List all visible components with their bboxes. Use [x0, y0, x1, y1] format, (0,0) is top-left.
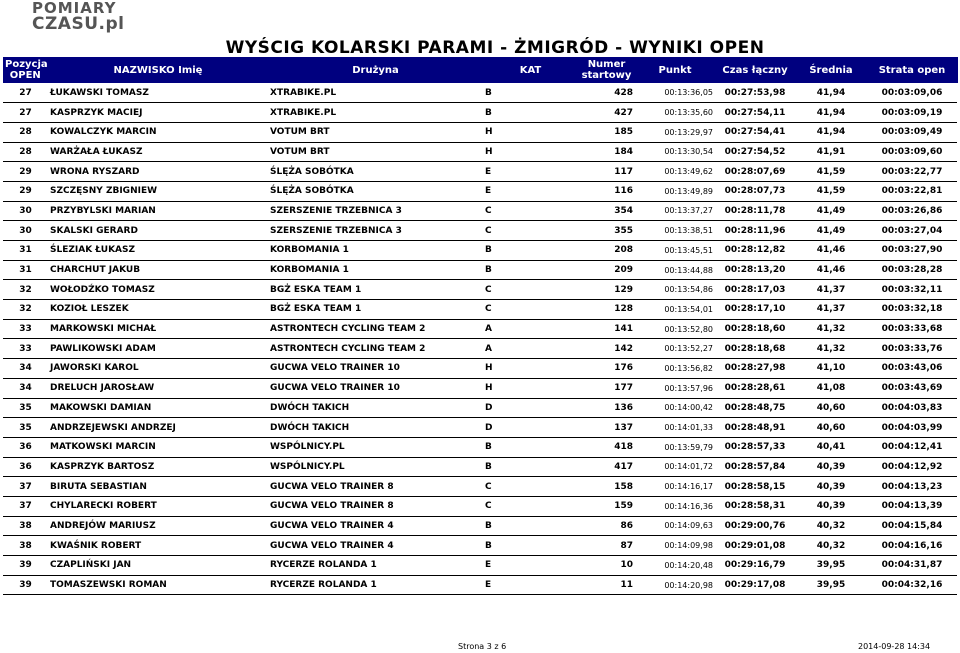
cell-nazwisko: WRONA RYSZARD — [50, 166, 140, 177]
cell-punkt: 00:13:54,86 — [664, 285, 713, 295]
cell-czas: 00:28:57,84 — [715, 457, 795, 477]
cell-druzyna: GUCWA VELO TRAINER 4 — [268, 536, 483, 556]
cell-pozycja: 27 — [3, 103, 48, 123]
cell-czas: 00:29:00,76 — [724, 520, 786, 531]
cell-pozycja: 38 — [19, 520, 32, 531]
cell-numer: 116 — [578, 181, 635, 201]
cell-strata: 00:03:09,19 — [867, 103, 957, 123]
cell-srednia: 41,32 — [795, 339, 867, 359]
cell-czas: 00:29:01,08 — [715, 536, 795, 556]
cell-pozycja: 33 — [3, 339, 48, 359]
cell-numer: 129 — [614, 284, 633, 295]
cell-kat: C — [483, 221, 578, 241]
table-row — [3, 122, 957, 142]
cell-nazwisko: KASPRZYK MACIEJ — [48, 103, 268, 123]
cell-druzyna: WSPÓLNICY.PL — [268, 457, 483, 477]
cell-nazwisko: KOWALCZYK MARCIN — [50, 127, 157, 138]
cell-srednia: 40,60 — [795, 418, 867, 438]
cell-srednia: 40,60 — [816, 402, 846, 413]
cell-strata: 00:03:09,49 — [881, 127, 943, 138]
cell-strata: 00:03:26,86 — [881, 205, 943, 216]
logo-line1: POMIARY — [32, 0, 117, 17]
cell-druzyna: RYCERZE ROLANDA 1 — [268, 575, 483, 595]
cell-punkt: 00:13:29,97 — [664, 127, 713, 137]
cell-punkt: 00:13:35,60 — [635, 103, 715, 123]
cell-strata: 00:03:33,76 — [867, 339, 957, 359]
cell-czas: 00:28:58,31 — [715, 496, 795, 516]
cell-srednia: 41,32 — [816, 324, 846, 335]
cell-druzyna: KORBOMANIA 1 — [268, 260, 483, 280]
cell-kat: E — [485, 166, 492, 177]
cell-punkt: 00:14:01,33 — [635, 418, 715, 438]
cell-numer: 117 — [614, 166, 633, 177]
cell-kat: B — [485, 87, 492, 98]
cell-nazwisko: KOZIOŁ LESZEK — [48, 300, 268, 320]
cell-druzyna: GUCWA VELO TRAINER 10 — [268, 378, 483, 398]
cell-czas: 00:28:13,20 — [715, 260, 795, 280]
cell-strata: 00:04:16,16 — [867, 536, 957, 556]
cell-punkt: 00:13:52,27 — [635, 339, 715, 359]
cell-pozycja: 39 — [3, 575, 48, 595]
cell-nazwisko: TOMASZEWSKI ROMAN — [48, 575, 268, 595]
table-row — [3, 280, 957, 300]
results-body — [3, 83, 957, 595]
cell-strata: 00:04:13,23 — [881, 481, 943, 492]
cell-pozycja: 32 — [3, 300, 48, 320]
cell-srednia: 41,37 — [816, 284, 846, 295]
cell-numer: 417 — [578, 457, 635, 477]
cell-druzyna: DWÓCH TAKICH — [268, 418, 483, 438]
table-row — [3, 319, 957, 339]
cell-druzyna: SZERSZENIE TRZEBNICA 3 — [268, 221, 483, 241]
cell-druzyna: GUCWA VELO TRAINER 8 — [268, 496, 483, 516]
cell-strata: 00:03:27,90 — [881, 245, 943, 256]
cell-pozycja: 35 — [19, 402, 32, 413]
cell-srednia: 39,95 — [795, 575, 867, 595]
cell-czas: 00:28:07,69 — [724, 166, 786, 177]
cell-kat: B — [483, 536, 578, 556]
cell-srednia: 41,08 — [795, 378, 867, 398]
cell-strata: 00:04:13,39 — [867, 496, 957, 516]
cell-punkt: 00:13:59,79 — [664, 442, 713, 452]
cell-kat: C — [483, 496, 578, 516]
cell-kat: B — [483, 457, 578, 477]
cell-pozycja: 27 — [19, 87, 32, 98]
cell-pozycja: 34 — [19, 363, 32, 374]
cell-strata: 00:03:09,60 — [867, 142, 957, 162]
table-row — [3, 142, 957, 162]
cell-punkt: 00:13:45,51 — [664, 245, 713, 255]
cell-pozycja: 29 — [19, 166, 32, 177]
cell-srednia: 41,46 — [795, 260, 867, 280]
cell-czas: 00:28:12,82 — [724, 245, 786, 256]
cell-kat: B — [485, 442, 492, 453]
cell-druzyna: GUCWA VELO TRAINER 8 — [270, 481, 394, 492]
cell-nazwisko: MAKOWSKI DAMIAN — [50, 402, 152, 413]
cell-kat: E — [485, 560, 492, 571]
cell-druzyna: RYCERZE ROLANDA 1 — [270, 560, 377, 571]
cell-strata: 00:03:09,06 — [881, 87, 943, 98]
cell-kat: H — [483, 378, 578, 398]
table-row — [3, 378, 957, 398]
cell-kat: C — [485, 205, 492, 216]
cell-kat: E — [483, 181, 578, 201]
header-punkt: Punkt — [635, 57, 715, 83]
cell-czas: 00:28:48,91 — [715, 418, 795, 438]
cell-pozycja: 34 — [3, 378, 48, 398]
cell-punkt: 00:13:56,82 — [664, 363, 713, 373]
cell-druzyna: XTRABIKE.PL — [270, 87, 337, 98]
cell-nazwisko: PAWLIKOWSKI ADAM — [48, 339, 268, 359]
header-row — [3, 57, 957, 83]
cell-numer: 87 — [578, 536, 635, 556]
cell-pozycja: 28 — [19, 127, 32, 138]
cell-strata: 00:03:43,69 — [867, 378, 957, 398]
cell-srednia: 41,49 — [795, 221, 867, 241]
cell-nazwisko: PRZYBYLSKI MARIAN — [50, 205, 156, 216]
cell-numer: 128 — [578, 300, 635, 320]
header-srednia: Średnia — [795, 57, 867, 83]
cell-pozycja: 31 — [3, 260, 48, 280]
cell-kat: D — [483, 418, 578, 438]
cell-strata: 00:03:22,81 — [867, 181, 957, 201]
header-pozycja: Pozycja OPEN — [5, 59, 48, 81]
cell-kat: D — [485, 402, 493, 413]
cell-czas: 00:27:54,11 — [715, 103, 795, 123]
cell-druzyna: BGŻ ESKA TEAM 1 — [268, 300, 483, 320]
cell-nazwisko: WARŻAŁA ŁUKASZ — [48, 142, 268, 162]
cell-strata: 00:04:12,41 — [881, 442, 943, 453]
cell-druzyna: WSPÓLNICY.PL — [270, 442, 345, 453]
cell-punkt: 00:14:01,72 — [635, 457, 715, 477]
table-row — [3, 300, 957, 320]
cell-nazwisko: CZAPLIŃSKI JAN — [50, 560, 132, 571]
cell-punkt: 00:13:37,27 — [664, 206, 713, 216]
cell-nazwisko: ANDREJÓW MARIUSZ — [50, 520, 156, 531]
cell-srednia: 41,49 — [816, 205, 846, 216]
cell-srednia: 41,37 — [795, 300, 867, 320]
cell-punkt: 00:14:09,63 — [664, 521, 713, 531]
cell-srednia: 40,41 — [816, 442, 846, 453]
cell-druzyna: DWÓCH TAKICH — [270, 402, 350, 413]
footer-page-number: Strona 3 z 6 — [458, 642, 507, 651]
cell-strata: 00:04:31,87 — [881, 560, 943, 571]
cell-punkt: 00:13:52,80 — [664, 324, 713, 334]
cell-pozycja: 30 — [19, 205, 32, 216]
cell-punkt: 00:13:57,96 — [635, 378, 715, 398]
cell-druzyna: KORBOMANIA 1 — [270, 245, 349, 256]
cell-numer: 185 — [614, 127, 633, 138]
cell-czas: 00:28:48,75 — [724, 402, 786, 413]
cell-kat: H — [485, 127, 493, 138]
cell-druzyna: VOTUM BRT — [270, 127, 330, 138]
table-row — [3, 181, 957, 201]
cell-srednia: 41,10 — [816, 363, 846, 374]
cell-czas: 00:29:16,79 — [724, 560, 786, 571]
cell-nazwisko: SKALSKI GERARD — [48, 221, 268, 241]
cell-nazwisko: ANDRZEJEWSKI ANDRZEJ — [48, 418, 268, 438]
header-numer: Numer startowy — [578, 57, 635, 83]
cell-nazwisko: KASPRZYK BARTOSZ — [48, 457, 268, 477]
cell-numer: 10 — [620, 560, 633, 571]
cell-nazwisko: ŁUKAWSKI TOMASZ — [50, 87, 149, 98]
cell-pozycja: 29 — [3, 181, 48, 201]
footer-date: 2014-09-28 14:34 — [858, 642, 931, 651]
results-table — [3, 57, 958, 595]
cell-druzyna: ŚLĘŻA SOBÓTKA — [270, 166, 354, 177]
cell-srednia: 40,32 — [795, 536, 867, 556]
cell-strata: 00:03:28,28 — [867, 260, 957, 280]
cell-druzyna: GUCWA VELO TRAINER 4 — [270, 520, 394, 531]
header-nazwisko: NAZWISKO Imię — [48, 57, 268, 83]
cell-punkt: 00:13:30,54 — [635, 142, 715, 162]
table-row — [3, 457, 957, 477]
cell-nazwisko: WOŁODŹKO TOMASZ — [50, 284, 155, 295]
cell-strata: 00:03:43,06 — [881, 363, 943, 374]
cell-pozycja: 36 — [19, 442, 32, 453]
cell-pozycja: 35 — [3, 418, 48, 438]
header-strata: Strata open — [867, 57, 957, 83]
cell-nazwisko: SZCZĘSNY ZBIGNIEW — [48, 181, 268, 201]
cell-numer: 136 — [614, 402, 633, 413]
cell-nazwisko: CHYLARECKI ROBERT — [48, 496, 268, 516]
cell-czas: 00:27:54,52 — [715, 142, 795, 162]
logo — [32, 0, 125, 36]
cell-numer: 141 — [614, 324, 633, 335]
cell-strata: 00:04:03,83 — [881, 402, 943, 413]
cell-strata: 00:03:22,77 — [881, 166, 943, 177]
cell-kat: B — [485, 520, 492, 531]
cell-strata: 00:04:32,16 — [867, 575, 957, 595]
header-kat: KAT — [483, 57, 578, 83]
cell-numer: 137 — [578, 418, 635, 438]
cell-numer: 208 — [614, 245, 633, 256]
cell-strata: 00:03:27,04 — [867, 221, 957, 241]
cell-punkt: 00:14:16,36 — [635, 496, 715, 516]
cell-punkt: 00:13:49,89 — [635, 181, 715, 201]
cell-pozycja: 37 — [19, 481, 32, 492]
cell-srednia: 41,46 — [816, 245, 846, 256]
cell-srednia: 41,91 — [795, 142, 867, 162]
cell-numer: 86 — [620, 520, 633, 531]
cell-numer: 354 — [614, 205, 633, 216]
table-row — [3, 260, 957, 280]
cell-druzyna: SZERSZENIE TRZEBNICA 3 — [270, 205, 402, 216]
cell-nazwisko: CHARCHUT JAKUB — [48, 260, 268, 280]
cell-numer: 418 — [614, 442, 633, 453]
table-row — [3, 398, 957, 418]
cell-czas: 00:28:18,68 — [715, 339, 795, 359]
cell-strata: 00:04:12,92 — [867, 457, 957, 477]
cell-strata: 00:03:32,18 — [867, 300, 957, 320]
cell-punkt: 00:14:16,17 — [664, 482, 713, 492]
cell-numer: 177 — [578, 378, 635, 398]
cell-czas: 00:28:17,03 — [724, 284, 786, 295]
cell-pozycja: 30 — [3, 221, 48, 241]
cell-kat: C — [485, 284, 492, 295]
cell-pozycja: 38 — [3, 536, 48, 556]
cell-kat: A — [485, 324, 492, 335]
cell-punkt: 00:14:00,42 — [664, 403, 713, 413]
cell-numer: 184 — [578, 142, 635, 162]
cell-czas: 00:27:53,98 — [724, 87, 786, 98]
cell-srednia: 41,94 — [816, 87, 846, 98]
cell-numer: 355 — [578, 221, 635, 241]
cell-srednia: 40,39 — [795, 496, 867, 516]
cell-czas: 00:27:54,41 — [724, 127, 786, 138]
cell-kat: B — [483, 260, 578, 280]
cell-druzyna: VOTUM BRT — [268, 142, 483, 162]
cell-kat: A — [483, 339, 578, 359]
cell-kat: H — [483, 142, 578, 162]
cell-srednia: 40,39 — [816, 481, 846, 492]
cell-numer: 159 — [578, 496, 635, 516]
cell-czas: 00:28:17,10 — [715, 300, 795, 320]
cell-kat: E — [483, 575, 578, 595]
page-title: WYŚCIG KOLARSKI PARAMI - ŻMIGRÓD - WYNIKI OPEN — [225, 38, 765, 58]
cell-kat: H — [485, 363, 493, 374]
cell-srednia: 40,32 — [816, 520, 846, 531]
table-row — [3, 556, 957, 576]
cell-nazwisko: BIRUTA SEBASTIAN — [50, 481, 147, 492]
cell-strata: 00:04:15,84 — [881, 520, 943, 531]
cell-numer: 176 — [614, 363, 633, 374]
cell-nazwisko: MATKOWSKI MARCIN — [50, 442, 156, 453]
cell-czas: 00:28:18,60 — [724, 324, 786, 335]
cell-srednia: 40,39 — [795, 457, 867, 477]
cell-nazwisko: MARKOWSKI MICHAŁ — [50, 324, 157, 335]
table-row — [3, 201, 957, 221]
table-row — [3, 221, 957, 241]
table-row — [3, 83, 957, 103]
table-row — [3, 418, 957, 438]
cell-srednia: 41,94 — [795, 103, 867, 123]
cell-numer: 142 — [578, 339, 635, 359]
cell-nazwisko: ŚLEZIAK ŁUKASZ — [50, 245, 136, 256]
cell-pozycja: 37 — [3, 496, 48, 516]
cell-punkt: 00:13:49,62 — [664, 167, 713, 177]
cell-czas: 00:28:11,96 — [715, 221, 795, 241]
cell-punkt: 00:14:20,98 — [635, 575, 715, 595]
cell-druzyna: BGŻ ESKA TEAM 1 — [270, 284, 362, 295]
cell-punkt: 00:13:54,01 — [635, 300, 715, 320]
cell-punkt: 00:13:44,88 — [635, 260, 715, 280]
header-czas: Czas łączny — [715, 57, 795, 83]
cell-strata: 00:04:03,99 — [867, 418, 957, 438]
cell-druzyna: ASTRONTECH CYCLING TEAM 2 — [270, 324, 426, 335]
cell-srednia: 41,94 — [816, 127, 846, 138]
cell-numer: 427 — [578, 103, 635, 123]
cell-pozycja: 32 — [19, 284, 32, 295]
cell-druzyna: ASTRONTECH CYCLING TEAM 2 — [268, 339, 483, 359]
cell-kat: B — [485, 245, 492, 256]
cell-kat: C — [483, 300, 578, 320]
cell-numer: 158 — [614, 481, 633, 492]
cell-pozycja: 31 — [19, 245, 32, 256]
cell-pozycja: 36 — [3, 457, 48, 477]
cell-kat: C — [485, 481, 492, 492]
header-druzyna: Drużyna — [268, 57, 483, 83]
cell-pozycja: 39 — [19, 560, 32, 571]
cell-numer: 11 — [578, 575, 635, 595]
cell-punkt: 00:13:38,51 — [635, 221, 715, 241]
cell-druzyna: ŚLĘŻA SOBÓTKA — [268, 181, 483, 201]
table-row — [3, 536, 957, 556]
cell-srednia: 41,59 — [795, 181, 867, 201]
table-row — [3, 359, 957, 379]
cell-druzyna: GUCWA VELO TRAINER 10 — [270, 363, 400, 374]
table-row — [3, 162, 957, 182]
cell-strata: 00:03:32,11 — [881, 284, 943, 295]
cell-czas: 00:28:07,73 — [715, 181, 795, 201]
table-row — [3, 516, 957, 536]
logo-line2: CZASU.pl — [32, 14, 125, 34]
table-row — [3, 339, 957, 359]
cell-numer: 428 — [614, 87, 633, 98]
cell-kat: B — [483, 103, 578, 123]
cell-punkt: 00:14:09,98 — [635, 536, 715, 556]
cell-druzyna: XTRABIKE.PL — [268, 103, 483, 123]
cell-numer: 209 — [578, 260, 635, 280]
cell-czas: 00:28:58,15 — [724, 481, 786, 492]
cell-pozycja: 28 — [3, 142, 48, 162]
table-row — [3, 575, 957, 595]
cell-nazwisko: KWAŚNIK ROBERT — [48, 536, 268, 556]
cell-srednia: 39,95 — [816, 560, 846, 571]
cell-srednia: 41,59 — [816, 166, 846, 177]
cell-nazwisko: DRELUCH JAROSŁAW — [48, 378, 268, 398]
cell-czas: 00:28:57,33 — [724, 442, 786, 453]
cell-nazwisko: JAWORSKI KAROL — [50, 363, 139, 374]
cell-strata: 00:03:33,68 — [881, 324, 943, 335]
table-row — [3, 437, 957, 457]
table-row — [3, 496, 957, 516]
cell-pozycja: 33 — [19, 324, 32, 335]
cell-czas: 00:28:27,98 — [724, 363, 786, 374]
cell-punkt: 00:14:20,48 — [664, 560, 713, 570]
cell-czas: 00:28:11,78 — [724, 205, 786, 216]
table-row — [3, 241, 957, 261]
cell-czas: 00:29:17,08 — [715, 575, 795, 595]
cell-punkt: 00:13:36,05 — [664, 88, 713, 98]
cell-czas: 00:28:28,61 — [715, 378, 795, 398]
table-row — [3, 477, 957, 497]
table-row — [3, 103, 957, 123]
